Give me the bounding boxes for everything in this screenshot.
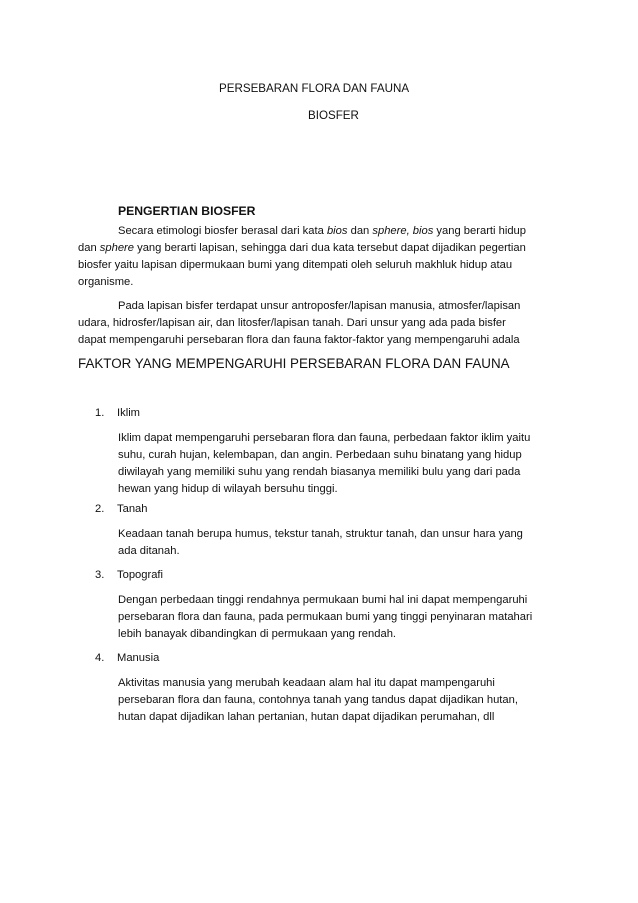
paragraph-line: Pada lapisan bisfer terdapat unsur antroposfer/lapisan manusia, atmosfer/lapisan: [118, 300, 521, 312]
description-line: persebaran flora dan fauna, contohnya tanah yang tandus dapat dijadikan hutan,: [118, 694, 518, 706]
paragraph-line: biosfer yaitu lapisan dipermukaan bumi yang ditempati oleh seluruh makhluk hidup atau: [78, 259, 513, 271]
list-number: 1.: [95, 407, 105, 419]
description-line: hewan yang hidup di wilayah bersuhu tinggi.: [118, 483, 338, 495]
description-line: Aktivitas manusia yang merubah keadaan alam hal itu dapat mampengaruhi: [118, 677, 495, 689]
description-line: Keadaan tanah berupa humus, tekstur tanah, struktur tanah, dan unsur hara yang: [118, 528, 523, 540]
section-heading-pengertian: PENGERTIAN BIOSFER: [118, 204, 256, 218]
description-line: hutan dapat dijadikan lahan pertanian, hutan dapat dijadikan perumahan, dll: [118, 711, 495, 723]
factor-label: Tanah: [117, 503, 148, 515]
description-line: Iklim dapat mempengaruhi persebaran flora dan fauna, perbedaan faktor iklim yaitu: [118, 432, 531, 444]
description-line: diwilayah yang memiliki suhu yang rendah biasanya memiliki bulu yang dari pada: [118, 466, 521, 478]
factor-description: [118, 526, 568, 560]
paragraph-line: dan sphere yang berarti lapisan, sehingga dari dua kata tersebut dapat dijadikan pegertian: [78, 242, 526, 254]
list-number: 2.: [95, 503, 105, 515]
description-line: persebaran flora dan fauna, pada permukaan bumi yang tinggi penyinaran matahari: [118, 611, 533, 623]
factor-description: [118, 675, 568, 726]
document-subtitle: BIOSFER: [308, 109, 359, 122]
document-title: PERSEBARAN FLORA DAN FAUNA: [219, 82, 410, 95]
description-line: ada ditanah.: [118, 545, 180, 557]
factor-item-topografi: [95, 567, 565, 640]
factor-label: Topografi: [117, 569, 164, 581]
factor-description: [118, 430, 568, 498]
factor-item-tanah: [95, 501, 565, 557]
description-line: Dengan perbedaan tinggi rendahnya permukaan bumi hal ini dapat mempengaruhi: [118, 594, 528, 606]
paragraph-layers: [78, 298, 562, 349]
description-line: suhu, curah hujan, kelembapan, dan angin. Perbedaan suhu binatang yang hidup: [118, 449, 522, 461]
paragraph-line: organisme.: [78, 276, 134, 288]
paragraph-line: dapat mempengaruhi persebaran flora dan fauna faktor-faktor yang mempengaruhi adala: [78, 334, 520, 346]
factor-label: Manusia: [117, 652, 160, 664]
factor-item-iklim: [95, 405, 565, 495]
factor-item-manusia: [95, 650, 565, 723]
list-number: 3.: [95, 569, 105, 581]
section-title-faktor: FAKTOR YANG MEMPENGARUHI PERSEBARAN FLORA DAN FAUNA: [78, 356, 510, 371]
factor-description: [118, 592, 568, 643]
factor-label: Iklim: [117, 407, 140, 419]
paragraph-definition: [78, 223, 562, 291]
list-number: 4.: [95, 652, 105, 664]
paragraph-line: udara, hidrosfer/lapisan air, dan litosfer/lapisan tanah. Dari unsur yang ada pada bisfer: [78, 317, 506, 329]
description-line: lebih banayak dibandingkan di permukaan yang rendah.: [118, 628, 397, 640]
paragraph-line: Secara etimologi biosfer berasal dari kata bios dan sphere, bios yang berarti hidup: [118, 225, 526, 237]
